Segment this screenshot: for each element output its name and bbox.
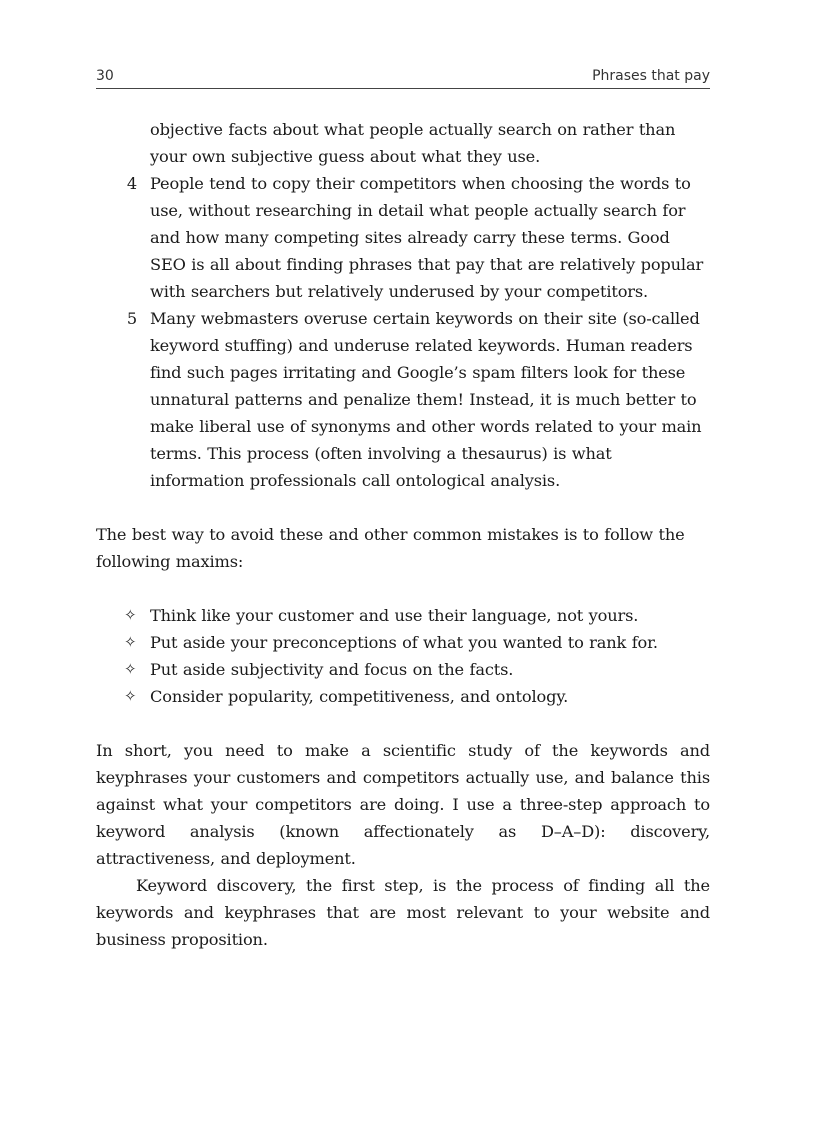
list-item: [96, 170, 710, 305]
page-body: [96, 116, 710, 953]
diamond-star-bullet-icon: ✧: [124, 660, 137, 678]
maxim-text: Think like your customer and use their language, not yours.: [150, 606, 639, 625]
list-item-text: People tend to copy their competitors when choosing the words to use, without researching in detail what people actually search for and how many competing sites already carry these terms. Good SEO is all about finding phrases that pay that are relatively popular with searchers but relatively underused by your competitors.: [150, 174, 704, 301]
maxim-item: [96, 683, 710, 710]
list-item-number: 5: [126, 309, 137, 328]
list-item: [96, 305, 710, 494]
maxim-item: [96, 602, 710, 629]
list-item-text: Many webmasters overuse certain keywords on their site (so-called keyword stuffing) and underuse related keywords. Human readers find such pages irritating and Google’s spam filters look for these unnatural patterns and penalize them! Instead, it is much better to make liberal use of synonyms and other words related to your main terms. This process (often involving a thesaurus) is what information professionals call ontological analysis.: [150, 309, 702, 490]
list-item-continued: [96, 116, 710, 170]
maxim-text: Put aside subjectivity and focus on the facts.: [150, 660, 514, 679]
list-item-text: objective facts about what people actually search on rather than your own subjective guess about what they use.: [150, 120, 676, 166]
body-paragraph: In short, you need to make a scientific study of the keywords and keyphrases your customers and competitors actually use, and balance this against what your competitors are doing. I use a three-step approach to keyword analysis (known affectionately as D–A–D): discovery, attractiveness, and deployment.: [96, 741, 710, 868]
maxim-text: Put aside your preconceptions of what you wanted to rank for.: [150, 633, 658, 652]
list-item-number: 4: [126, 174, 137, 193]
chapter-title: Phrases that pay: [592, 68, 710, 84]
page-number: 30: [96, 68, 114, 84]
maxim-item: [96, 629, 710, 656]
maxims-list: [96, 602, 710, 710]
body-paragraph: Keyword discovery, the first step, is the process of finding all the keywords and keyphrases that are most relevant to your website and business proposition.: [96, 876, 710, 949]
intro-paragraph: The best way to avoid these and other common mistakes is to follow the following maxims:: [96, 525, 685, 571]
maxim-text: Consider popularity, competitiveness, and ontology.: [150, 687, 569, 706]
diamond-star-bullet-icon: ✧: [124, 606, 137, 624]
diamond-star-bullet-icon: ✧: [124, 687, 137, 705]
maxim-item: [96, 656, 710, 683]
numbered-list: [96, 116, 710, 494]
running-head: [96, 64, 710, 89]
diamond-star-bullet-icon: ✧: [124, 633, 137, 651]
